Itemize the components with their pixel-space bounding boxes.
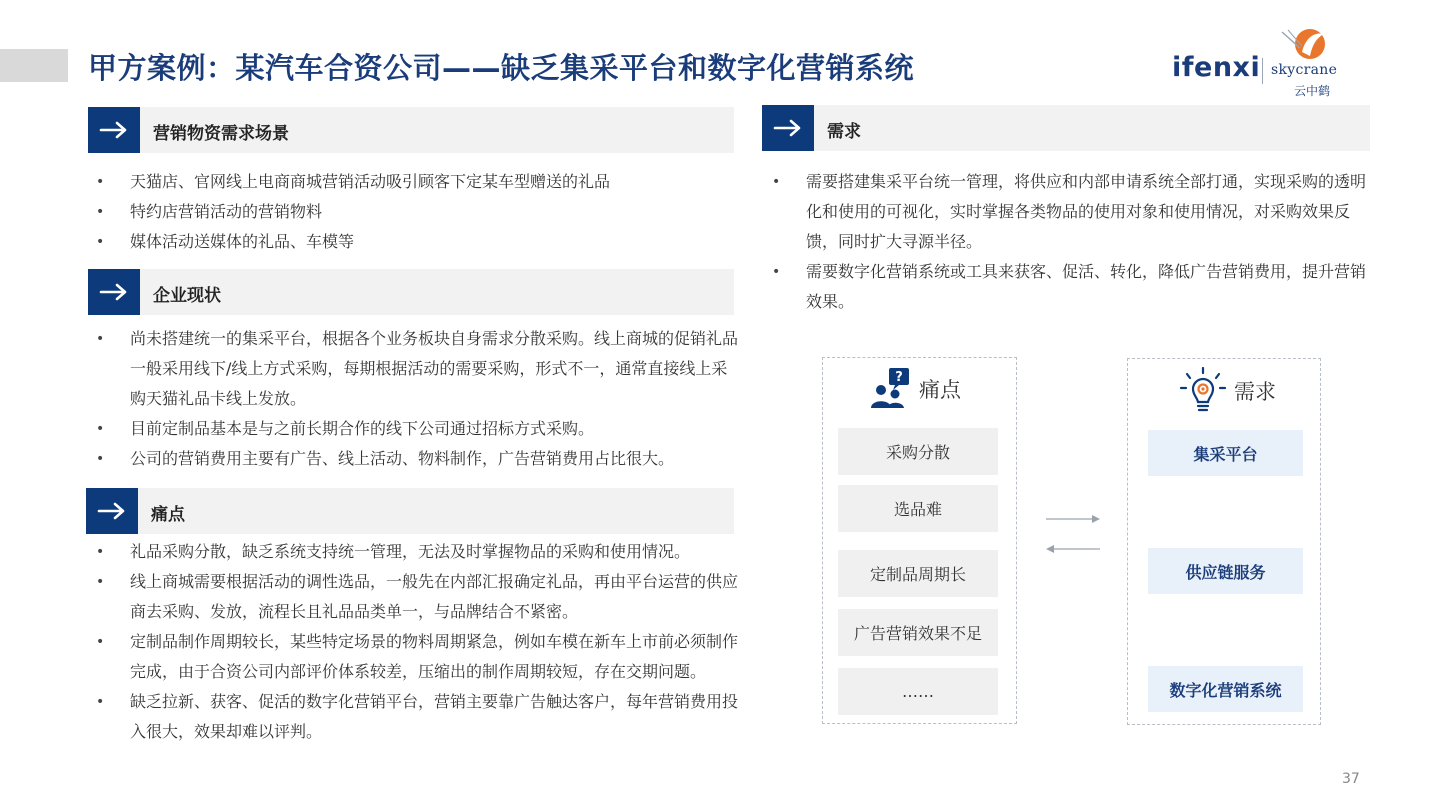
bidirectional-arrows (1040, 508, 1106, 558)
lightbulb-gear-icon (1178, 367, 1228, 415)
need-item-box: 数字化营销系统 (1148, 666, 1303, 712)
svg-text:?: ? (895, 370, 903, 385)
logo-divider (1262, 58, 1263, 84)
section-header-status (88, 269, 734, 315)
page-title: 甲方案例：某汽车合资公司——缺乏集采平台和数字化营销系统 (88, 51, 915, 85)
demand-scene-list (88, 167, 738, 257)
logo-ifenxi-text: ifenxi (1172, 52, 1261, 83)
arrow-right-icon (88, 269, 140, 315)
section-header-need (762, 105, 1370, 151)
arrow-right-icon (86, 488, 138, 534)
list-item: • 尚未搭建统一的集采平台，根据各个业务板块自身需求分散采购。线上商城的促销礼品一般采用线下/线上方式采购，每期根据活动的需要采购，形式不一，通常直接线上采购天猫礼品卡线上发放。 (88, 324, 738, 414)
side-tab-decoration (0, 49, 68, 82)
pain-item-box: 选品难 (838, 485, 998, 532)
list-item: • 需要数字化营销系统或工具来获客、促活、转化，降低广告营销费用，提升营销效果。 (764, 257, 1374, 317)
need-item-box: 供应链服务 (1148, 548, 1303, 594)
need-panel-title: 需求 (1234, 380, 1276, 404)
list-item: • 需要搭建集采平台统一管理，将供应和内部申请系统全部打通，实现采购的透明化和使用的可视化，实时掌握各类物品的使用对象和使用情况，对采购效果反馈，同时扩大寻源半径。 (764, 167, 1374, 257)
section-title: 痛点 (151, 505, 185, 525)
status-list (88, 324, 738, 474)
arrow-right-icon (762, 105, 814, 151)
list-item: • 媒体活动送媒体的礼品、车模等 (88, 227, 738, 257)
pain-item-box: 采购分散 (838, 428, 998, 475)
page-number: 37 (1342, 771, 1360, 787)
need-list (764, 167, 1374, 317)
list-item: • 线上商城需要根据活动的调性选品，一般先在内部汇报确定礼品，再由平台运营的供应商去采购、发放，流程长且礼品品类单一，与品牌结合不紧密。 (88, 567, 738, 627)
pain-panel-title: 痛点 (919, 378, 961, 402)
pain-panel-header (867, 366, 961, 412)
list-item: • 天猫店、官网线上电商商城营销活动吸引顾客下定某车型赠送的礼品 (88, 167, 738, 197)
section-header-pain (86, 488, 734, 534)
section-header-demand-scene (88, 107, 734, 153)
list-item: • 特约店营销活动的营销物料 (88, 197, 738, 227)
list-item: • 定制品制作周期较长，某些特定场景的物料周期紧急，例如车模在新车上市前必须制作完成，由于合资公司内部评价体系较差，压缩出的制作周期较短，存在交期问题。 (88, 627, 738, 687)
pain-panel (822, 357, 1017, 724)
logo-skycrane-cn: 云中鹤 (1294, 84, 1331, 98)
section-title: 企业现状 (153, 286, 221, 306)
pain-list (88, 537, 738, 747)
people-question-icon (867, 366, 913, 412)
section-title: 营销物资需求场景 (153, 124, 289, 144)
logo (1172, 26, 1372, 100)
pain-item-box: …… (838, 668, 998, 715)
skycrane-mark-icon (1280, 26, 1330, 62)
need-panel-header (1178, 367, 1276, 415)
arrow-right-icon (88, 107, 140, 153)
list-item: • 缺乏拉新、获客、促活的数字化营销平台，营销主要靠广告触达客户，每年营销费用投入很大，效果却难以评判。 (88, 687, 738, 747)
need-item-box: 集采平台 (1148, 430, 1303, 476)
pain-item-box: 广告营销效果不足 (838, 609, 998, 656)
need-panel (1127, 358, 1321, 725)
list-item: • 公司的营销费用主要有广告、线上活动、物料制作，广告营销费用占比很大。 (88, 444, 738, 474)
list-item: • 礼品采购分散，缺乏系统支持统一管理，无法及时掌握物品的采购和使用情况。 (88, 537, 738, 567)
list-item: • 目前定制品基本是与之前长期合作的线下公司通过招标方式采购。 (88, 414, 738, 444)
logo-skycrane-text: skycrane (1271, 62, 1338, 78)
pain-item-box: 定制品周期长 (838, 550, 998, 597)
section-title: 需求 (827, 122, 861, 142)
